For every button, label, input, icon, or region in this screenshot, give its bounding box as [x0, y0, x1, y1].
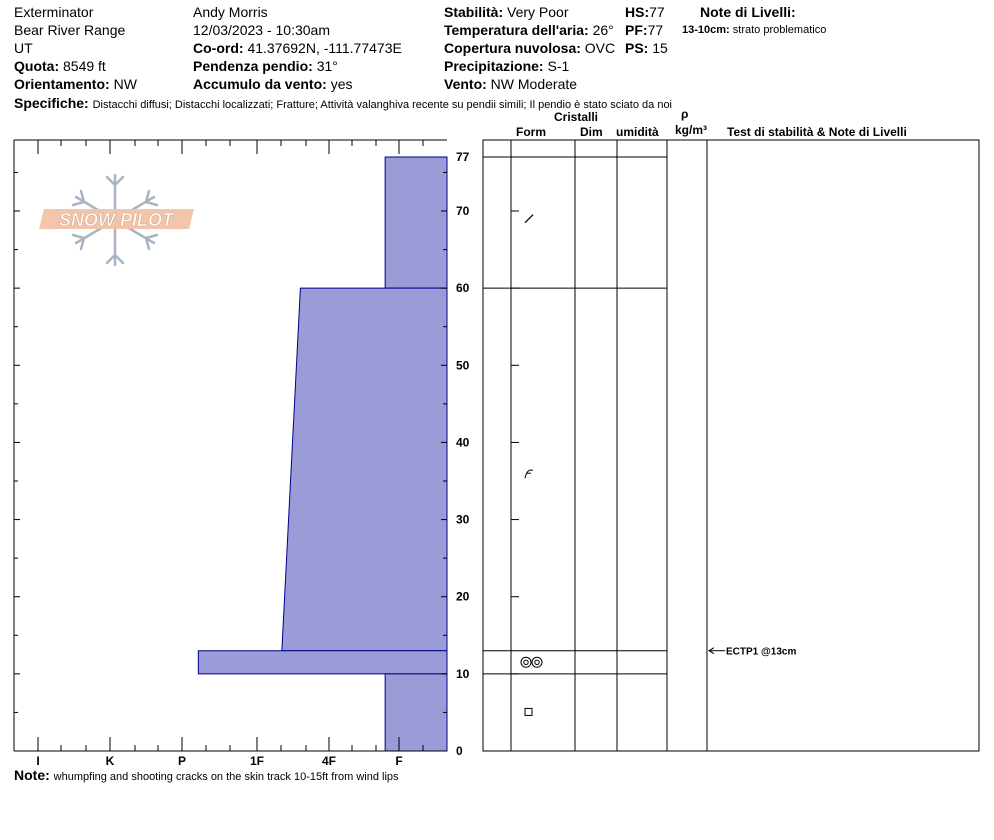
x-tick-label-P: P: [177, 754, 187, 768]
y-tick-label-10: 10: [456, 666, 470, 681]
tests-notes-header: Test di stabilità & Note di Livelli: [727, 125, 907, 139]
precipitation-label: Precipitazione:: [444, 58, 544, 74]
wind-loading-label: Accumulo da vento:: [193, 76, 327, 92]
x-tick-label-K: K: [105, 754, 115, 768]
slope-angle-value: 31°: [316, 58, 338, 74]
y-tick-label-77: 77: [456, 150, 470, 164]
wetness-header: umidità: [616, 125, 659, 139]
ski-penetration-value: 15: [652, 40, 668, 56]
snow-pilot-logo: [39, 175, 194, 265]
range-name: Bear River Range: [14, 22, 126, 38]
state-name: UT: [14, 40, 33, 56]
footer-note-label: Note:: [14, 767, 50, 783]
cloud-cover-value: OVC: [584, 40, 616, 56]
crystal-form-precip-icon: [525, 215, 533, 223]
snow-height-value: 77: [649, 4, 665, 20]
elevation-label: Quota:: [14, 58, 60, 74]
aspect-label: Orientamento:: [14, 76, 110, 92]
density-unit-header: kg/m³: [675, 123, 708, 137]
observer-name: Andy Morris: [193, 4, 268, 20]
footer-note: [14, 767, 399, 785]
snow-pilot-logo-text: SNOW PILOT: [59, 210, 173, 230]
footer-note-value: whumpfing and shooting cracks on the skin track 10-15ft from wind lips: [53, 771, 399, 783]
specifiche-value: Distacchi diffusi; Distacchi localizzati; Fratture; Attività valanghiva recente su pendii simili; Il pendio è stato sciato da noi: [92, 99, 673, 111]
y-tick-label-70: 70: [456, 204, 470, 218]
observation-datetime: 12/03/2023 - 10:30am: [193, 22, 330, 38]
y-tick-label-0: 0: [456, 744, 463, 758]
x-tick-label-I: I: [36, 754, 40, 768]
x-tick-label-4F: 4F: [321, 754, 337, 768]
form-header: Form: [516, 125, 546, 139]
y-tick-label-20: 20: [456, 589, 470, 604]
density-symbol-header: ρ: [681, 107, 689, 121]
profile-layer-3: [385, 674, 447, 751]
coordinates-label: Co-ord:: [193, 40, 244, 56]
x-tick-label-1F: 1F: [249, 754, 265, 768]
foot-penetration-label: PF:: [625, 22, 648, 38]
y-tick-label-30: 30: [456, 512, 470, 527]
y-tick-label-60: 60: [456, 281, 470, 296]
precipitation-value: S-1: [547, 58, 570, 74]
stability-value: Very Poor: [507, 4, 569, 20]
x-tick-label-F: F: [395, 754, 403, 768]
size-header: Dim: [580, 125, 603, 139]
snow-height-label: HS:: [625, 4, 650, 20]
layer-notes-heading: Note di Livelli:: [700, 4, 796, 20]
table-frame: [483, 140, 979, 751]
hardness-profile: [198, 157, 447, 751]
crystals-header: Cristalli: [554, 110, 599, 124]
ski-penetration-label: PS:: [625, 40, 649, 56]
specifiche-label: Specifiche:: [14, 95, 89, 111]
profile-layer-2: [198, 651, 447, 674]
stability-test-label: ECTP1 @13cm: [726, 646, 797, 658]
crystal-form-melt-icon: [532, 657, 542, 667]
crystal-form-fragment-icon: [525, 470, 533, 478]
cloud-cover-label: Copertura nuvolosa:: [444, 40, 581, 56]
slope-angle-label: Pendenza pendio:: [193, 58, 313, 74]
coordinates-value: 41.37692N, -111.77473E: [247, 40, 402, 56]
aspect-value: NW: [113, 76, 137, 92]
crystal-form-melt-icon: [524, 660, 528, 664]
crystal-form-faceted-icon: [525, 708, 532, 715]
layer-table: [483, 140, 979, 751]
y-tick-label-40: 40: [456, 435, 470, 450]
wind-value: NW Moderate: [490, 76, 578, 92]
crystal-form-melt-icon: [521, 657, 531, 667]
elevation-value: 8549 ft: [63, 58, 106, 74]
profile-layer-0: [385, 157, 447, 288]
air-temperature-label: Temperatura dell'aria:: [444, 22, 589, 38]
air-temperature-value: 26°: [592, 22, 614, 38]
layer-note-text: strato problematico: [732, 24, 827, 36]
layer-note-depth: 13-10cm:: [682, 24, 730, 36]
stability-label: Stabilità:: [444, 4, 504, 20]
foot-penetration-value: 77: [647, 22, 664, 38]
y-tick-label-50: 50: [456, 358, 470, 373]
location-name: Exterminator: [14, 4, 94, 20]
wind-label: Vento:: [444, 76, 487, 92]
profile-layer-1: [282, 288, 447, 651]
crystal-form-melt-icon: [535, 660, 539, 664]
wind-loading-value: yes: [330, 76, 353, 92]
